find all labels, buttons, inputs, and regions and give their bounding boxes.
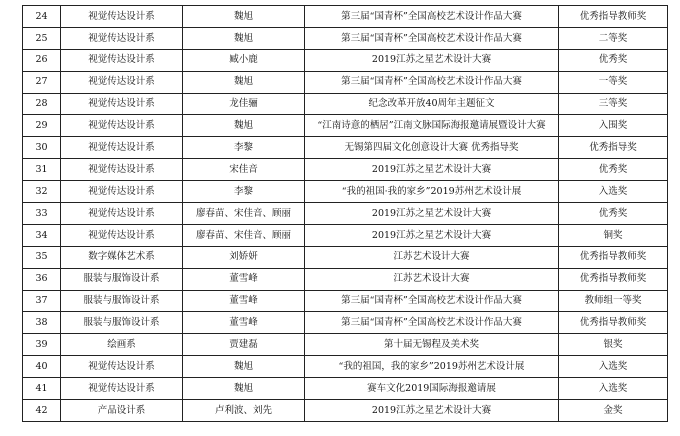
row-number-cell: 30 <box>23 137 61 159</box>
person-cell: 臧小鹿 <box>183 49 305 71</box>
person-cell: 魏旭 <box>183 71 305 93</box>
department-cell: 视觉传达设计系 <box>61 181 183 203</box>
department-cell: 视觉传达设计系 <box>61 224 183 246</box>
department-cell: 服装与服饰设计系 <box>61 312 183 334</box>
department-cell: 视觉传达设计系 <box>61 203 183 225</box>
competition-cell: 纪念改革开放40周年主题征文 <box>305 93 559 115</box>
award-cell: 铜奖 <box>559 224 668 246</box>
row-number-cell: 29 <box>23 115 61 137</box>
row-number-cell: 36 <box>23 268 61 290</box>
table-row <box>23 27 668 49</box>
award-cell: 入选奖 <box>559 356 668 378</box>
competition-cell: 江苏艺术设计大赛 <box>305 246 559 268</box>
table-row <box>23 356 668 378</box>
competition-cell: “我的祖国，我的家乡”2019苏州艺术设计展 <box>305 356 559 378</box>
department-cell: 产品设计系 <box>61 400 183 422</box>
row-number-cell: 25 <box>23 27 61 49</box>
table-row <box>23 203 668 225</box>
competition-cell: 第三届“国青杯”全国高校艺术设计作品大赛 <box>305 312 559 334</box>
department-cell: 数字媒体艺术系 <box>61 246 183 268</box>
award-cell: 优秀指导教师奖 <box>559 268 668 290</box>
competition-cell: 2019江苏之星艺术设计大赛 <box>305 203 559 225</box>
person-cell: 魏旭 <box>183 378 305 400</box>
person-cell: 宋佳音 <box>183 159 305 181</box>
row-number-cell: 40 <box>23 356 61 378</box>
table-row <box>23 312 668 334</box>
competition-cell: 2019江苏之星艺术设计大赛 <box>305 49 559 71</box>
table-row <box>23 181 668 203</box>
table-row <box>23 246 668 268</box>
competition-cell: “江南诗意的栖居”江南文脉国际海报邀请展暨设计大赛 <box>305 115 559 137</box>
competition-cell: 2019江苏之星艺术设计大赛 <box>305 224 559 246</box>
person-cell: 董雪峰 <box>183 312 305 334</box>
award-cell: 入选奖 <box>559 181 668 203</box>
person-cell: 魏旭 <box>183 356 305 378</box>
award-cell: 三等奖 <box>559 93 668 115</box>
award-cell: 金奖 <box>559 400 668 422</box>
department-cell: 视觉传达设计系 <box>61 115 183 137</box>
table-row <box>23 49 668 71</box>
department-cell: 视觉传达设计系 <box>61 6 183 28</box>
person-cell: 魏旭 <box>183 27 305 49</box>
table-row <box>23 378 668 400</box>
table-row <box>23 334 668 356</box>
person-cell: 李黎 <box>183 181 305 203</box>
award-cell: 优秀奖 <box>559 203 668 225</box>
row-number-cell: 24 <box>23 6 61 28</box>
table-row <box>23 159 668 181</box>
competition-cell: 第三届“国青杯”全国高校艺术设计作品大赛 <box>305 290 559 312</box>
person-cell: 贾建磊 <box>183 334 305 356</box>
department-cell: 绘画系 <box>61 334 183 356</box>
department-cell: 视觉传达设计系 <box>61 356 183 378</box>
row-number-cell: 35 <box>23 246 61 268</box>
award-cell: 银奖 <box>559 334 668 356</box>
award-cell: 优秀奖 <box>559 159 668 181</box>
department-cell: 服装与服饰设计系 <box>61 290 183 312</box>
department-cell: 视觉传达设计系 <box>61 71 183 93</box>
table-row <box>23 115 668 137</box>
competition-cell: 2019江苏之星艺术设计大赛 <box>305 400 559 422</box>
table-row <box>23 6 668 28</box>
row-number-cell: 34 <box>23 224 61 246</box>
person-cell: 廖春苗、宋佳音、顾丽 <box>183 224 305 246</box>
table-row <box>23 400 668 422</box>
table-row <box>23 290 668 312</box>
competition-cell: “我的祖国·我的家乡”2019苏州艺术设计展 <box>305 181 559 203</box>
row-number-cell: 41 <box>23 378 61 400</box>
competition-cell: 第三届“国青杯”全国高校艺术设计作品大赛 <box>305 27 559 49</box>
award-cell: 二等奖 <box>559 27 668 49</box>
row-number-cell: 38 <box>23 312 61 334</box>
competition-cell: 赛车文化2019国际海报邀请展 <box>305 378 559 400</box>
award-cell: 优秀指导奖 <box>559 137 668 159</box>
row-number-cell: 26 <box>23 49 61 71</box>
row-number-cell: 39 <box>23 334 61 356</box>
competition-cell: 第十届无锡程及美术奖 <box>305 334 559 356</box>
award-cell: 一等奖 <box>559 71 668 93</box>
award-cell: 优秀指导教师奖 <box>559 6 668 28</box>
row-number-cell: 31 <box>23 159 61 181</box>
person-cell: 龙佳骊 <box>183 93 305 115</box>
department-cell: 视觉传达设计系 <box>61 27 183 49</box>
row-number-cell: 37 <box>23 290 61 312</box>
award-cell: 优秀指导教师奖 <box>559 246 668 268</box>
awards-table <box>22 5 668 422</box>
person-cell: 魏旭 <box>183 115 305 137</box>
person-cell: 董雪峰 <box>183 290 305 312</box>
department-cell: 视觉传达设计系 <box>61 137 183 159</box>
competition-cell: 2019江苏之星艺术设计大赛 <box>305 159 559 181</box>
person-cell: 李黎 <box>183 137 305 159</box>
department-cell: 视觉传达设计系 <box>61 93 183 115</box>
row-number-cell: 33 <box>23 203 61 225</box>
table-row <box>23 71 668 93</box>
award-cell: 优秀奖 <box>559 49 668 71</box>
award-cell: 教师组一等奖 <box>559 290 668 312</box>
row-number-cell: 42 <box>23 400 61 422</box>
table-row <box>23 268 668 290</box>
department-cell: 服装与服饰设计系 <box>61 268 183 290</box>
award-cell: 入围奖 <box>559 115 668 137</box>
table-row <box>23 224 668 246</box>
competition-cell: 第三届“国青杯”全国高校艺术设计作品大赛 <box>305 6 559 28</box>
row-number-cell: 32 <box>23 181 61 203</box>
competition-cell: 无锡第四届文化创意设计大赛 优秀指导奖 <box>305 137 559 159</box>
competition-cell: 第三届“国青杯”全国高校艺术设计作品大赛 <box>305 71 559 93</box>
department-cell: 视觉传达设计系 <box>61 159 183 181</box>
department-cell: 视觉传达设计系 <box>61 49 183 71</box>
award-cell: 优秀指导教师奖 <box>559 312 668 334</box>
person-cell: 董雪峰 <box>183 268 305 290</box>
row-number-cell: 27 <box>23 71 61 93</box>
row-number-cell: 28 <box>23 93 61 115</box>
competition-cell: 江苏艺术设计大赛 <box>305 268 559 290</box>
awards-table-body <box>23 6 668 422</box>
person-cell: 卢利波、刘先 <box>183 400 305 422</box>
person-cell: 魏旭 <box>183 6 305 28</box>
department-cell: 视觉传达设计系 <box>61 378 183 400</box>
table-row <box>23 137 668 159</box>
person-cell: 刘娇妍 <box>183 246 305 268</box>
table-row <box>23 93 668 115</box>
award-cell: 入选奖 <box>559 378 668 400</box>
person-cell: 廖春苗、宋佳音、顾丽 <box>183 203 305 225</box>
